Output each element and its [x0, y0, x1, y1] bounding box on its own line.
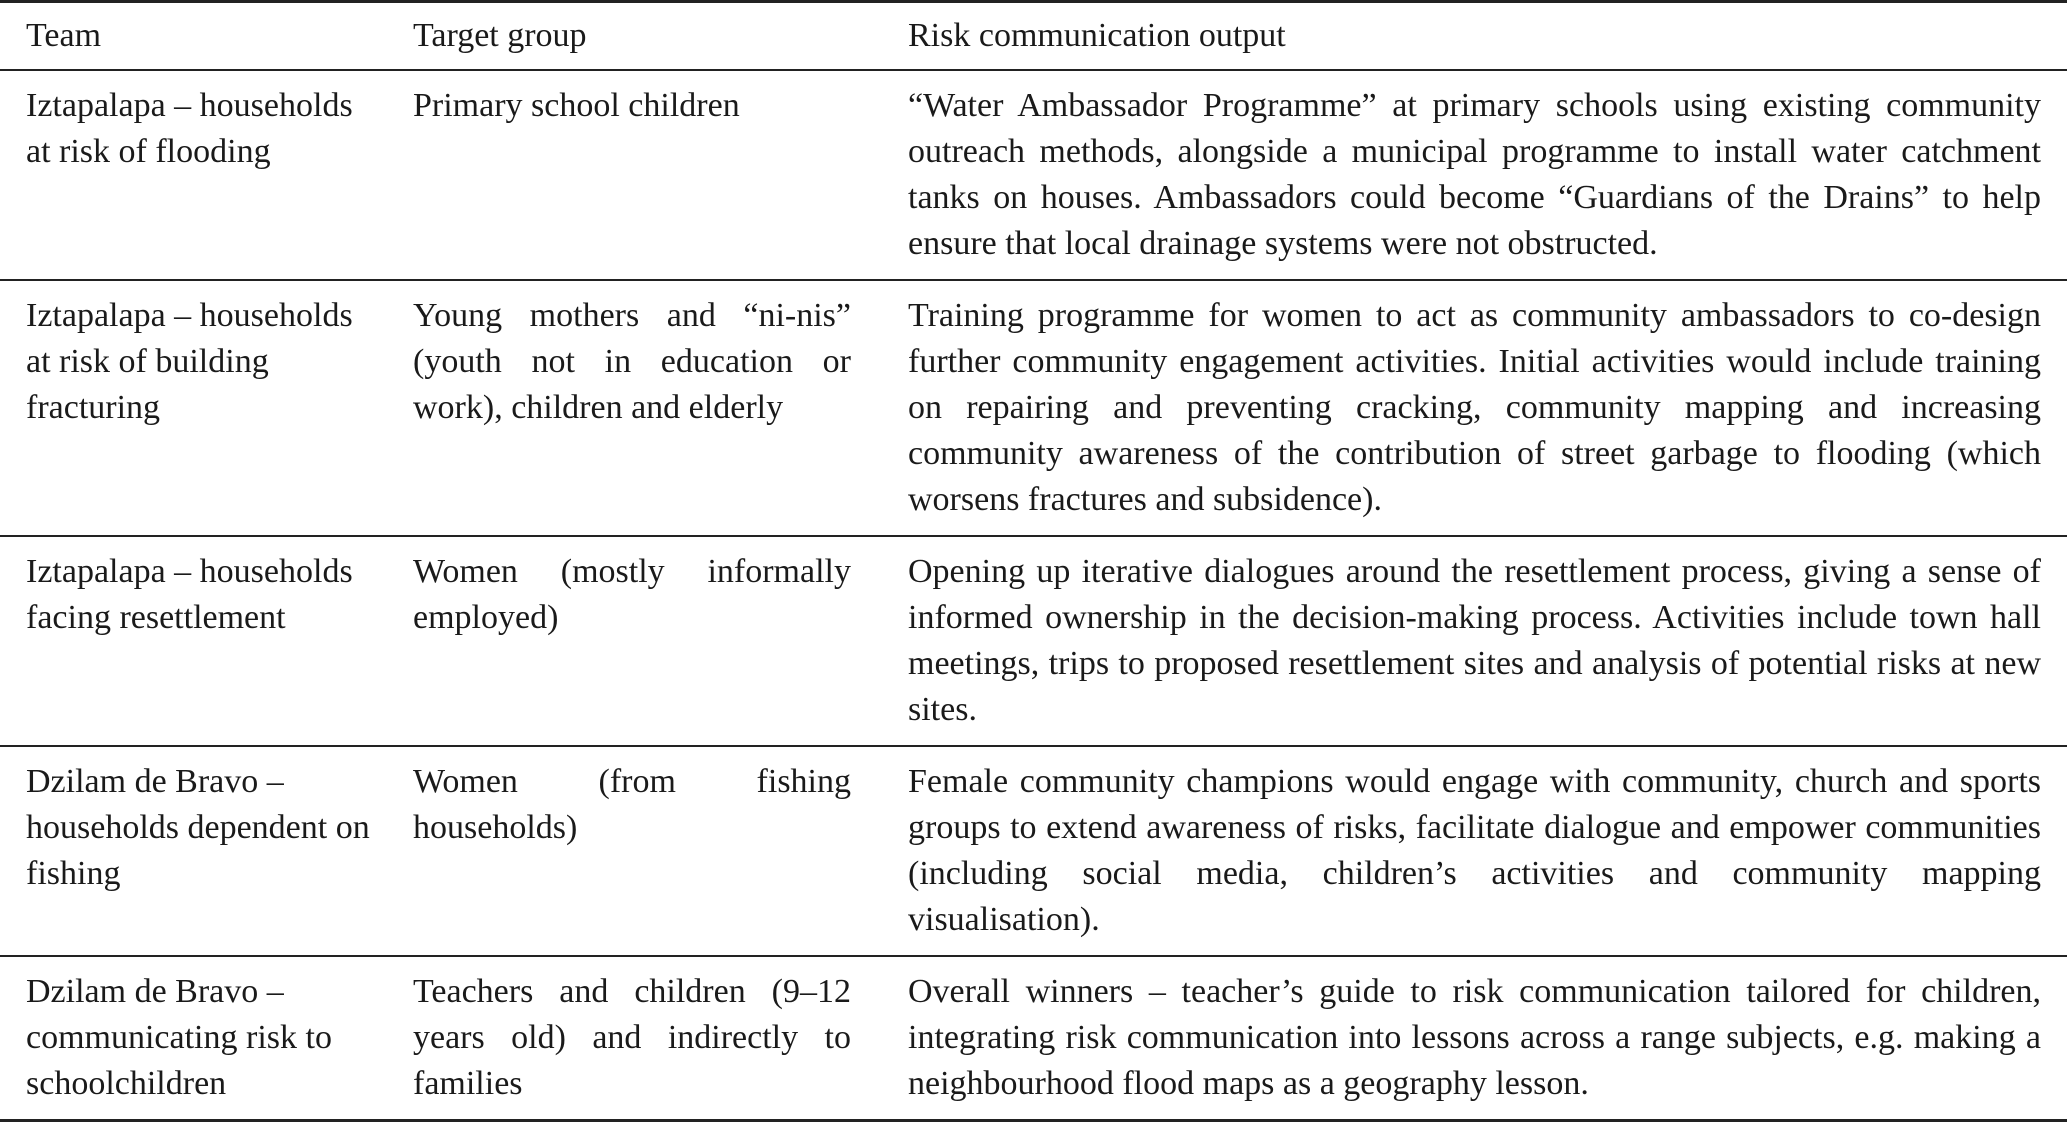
team-cell: Iztapalapa – households at risk of flooding: [26, 86, 353, 170]
header-risk-communication-output: Risk communication output: [908, 17, 1286, 54]
header-target-group: Target group: [413, 17, 587, 54]
header-row: [0, 2, 2067, 70]
table-row: [0, 280, 2067, 536]
table-row: [0, 70, 2067, 280]
target-group-cell: Young mothers and “ni-nis” (youth not in education or work), children and elderly: [413, 296, 851, 426]
output-cell: Training programme for women to act as community ambassadors to co-design further community engagement activities. Initial activities would include training on repairing and preventing cracking, community mapping and increasing community awareness of the contribution of street garbage to flooding (which worsens fractures and subsidence).: [908, 296, 2041, 518]
team-cell: Dzilam de Bravo – communicating risk to schoolchildren: [26, 972, 332, 1102]
output-cell: Overall winners – teacher’s guide to risk communication tailored for children, integrating risk communication into lessons across a range subjects, e.g. making a neighbourhood flood maps as a geography lesson.: [908, 972, 2041, 1102]
target-group-cell: Women (from fishing households): [413, 762, 851, 846]
target-group-cell: Primary school children: [413, 86, 740, 124]
target-group-cell: Women (mostly informally employed): [413, 552, 851, 636]
output-cell: Opening up iterative dialogues around the resettlement process, giving a sense of informed ownership in the decision-making process. Activities include town hall meetings, trips to proposed resettlement sites and analysis of potential risks at new sites.: [908, 552, 2041, 728]
team-cell: Iztapalapa – households facing resettlement: [26, 552, 353, 636]
table-row: [0, 746, 2067, 956]
team-cell: Iztapalapa – households at risk of building fracturing: [26, 296, 353, 426]
output-cell: “Water Ambassador Programme” at primary schools using existing community outreach methods, alongside a municipal programme to install water catchment tanks on houses. Ambassadors could become “Guardians of the Drains” to help ensure that local drainage systems were not obstructed.: [908, 86, 2041, 262]
table-header: [0, 2, 2067, 70]
output-cell: Female community champions would engage with community, church and sports groups to extend awareness of risks, facilitate dialogue and empower communities (including social media, children’s activities and community mapping visualisation).: [908, 762, 2041, 938]
team-cell: Dzilam de Bravo – households dependent on fishing: [26, 762, 370, 892]
table-body: [0, 70, 2067, 1121]
table-row: [0, 536, 2067, 746]
header-team: Team: [26, 17, 102, 54]
target-group-cell: Teachers and children (9–12 years old) and indirectly to families: [413, 972, 851, 1102]
table-row: [0, 956, 2067, 1121]
